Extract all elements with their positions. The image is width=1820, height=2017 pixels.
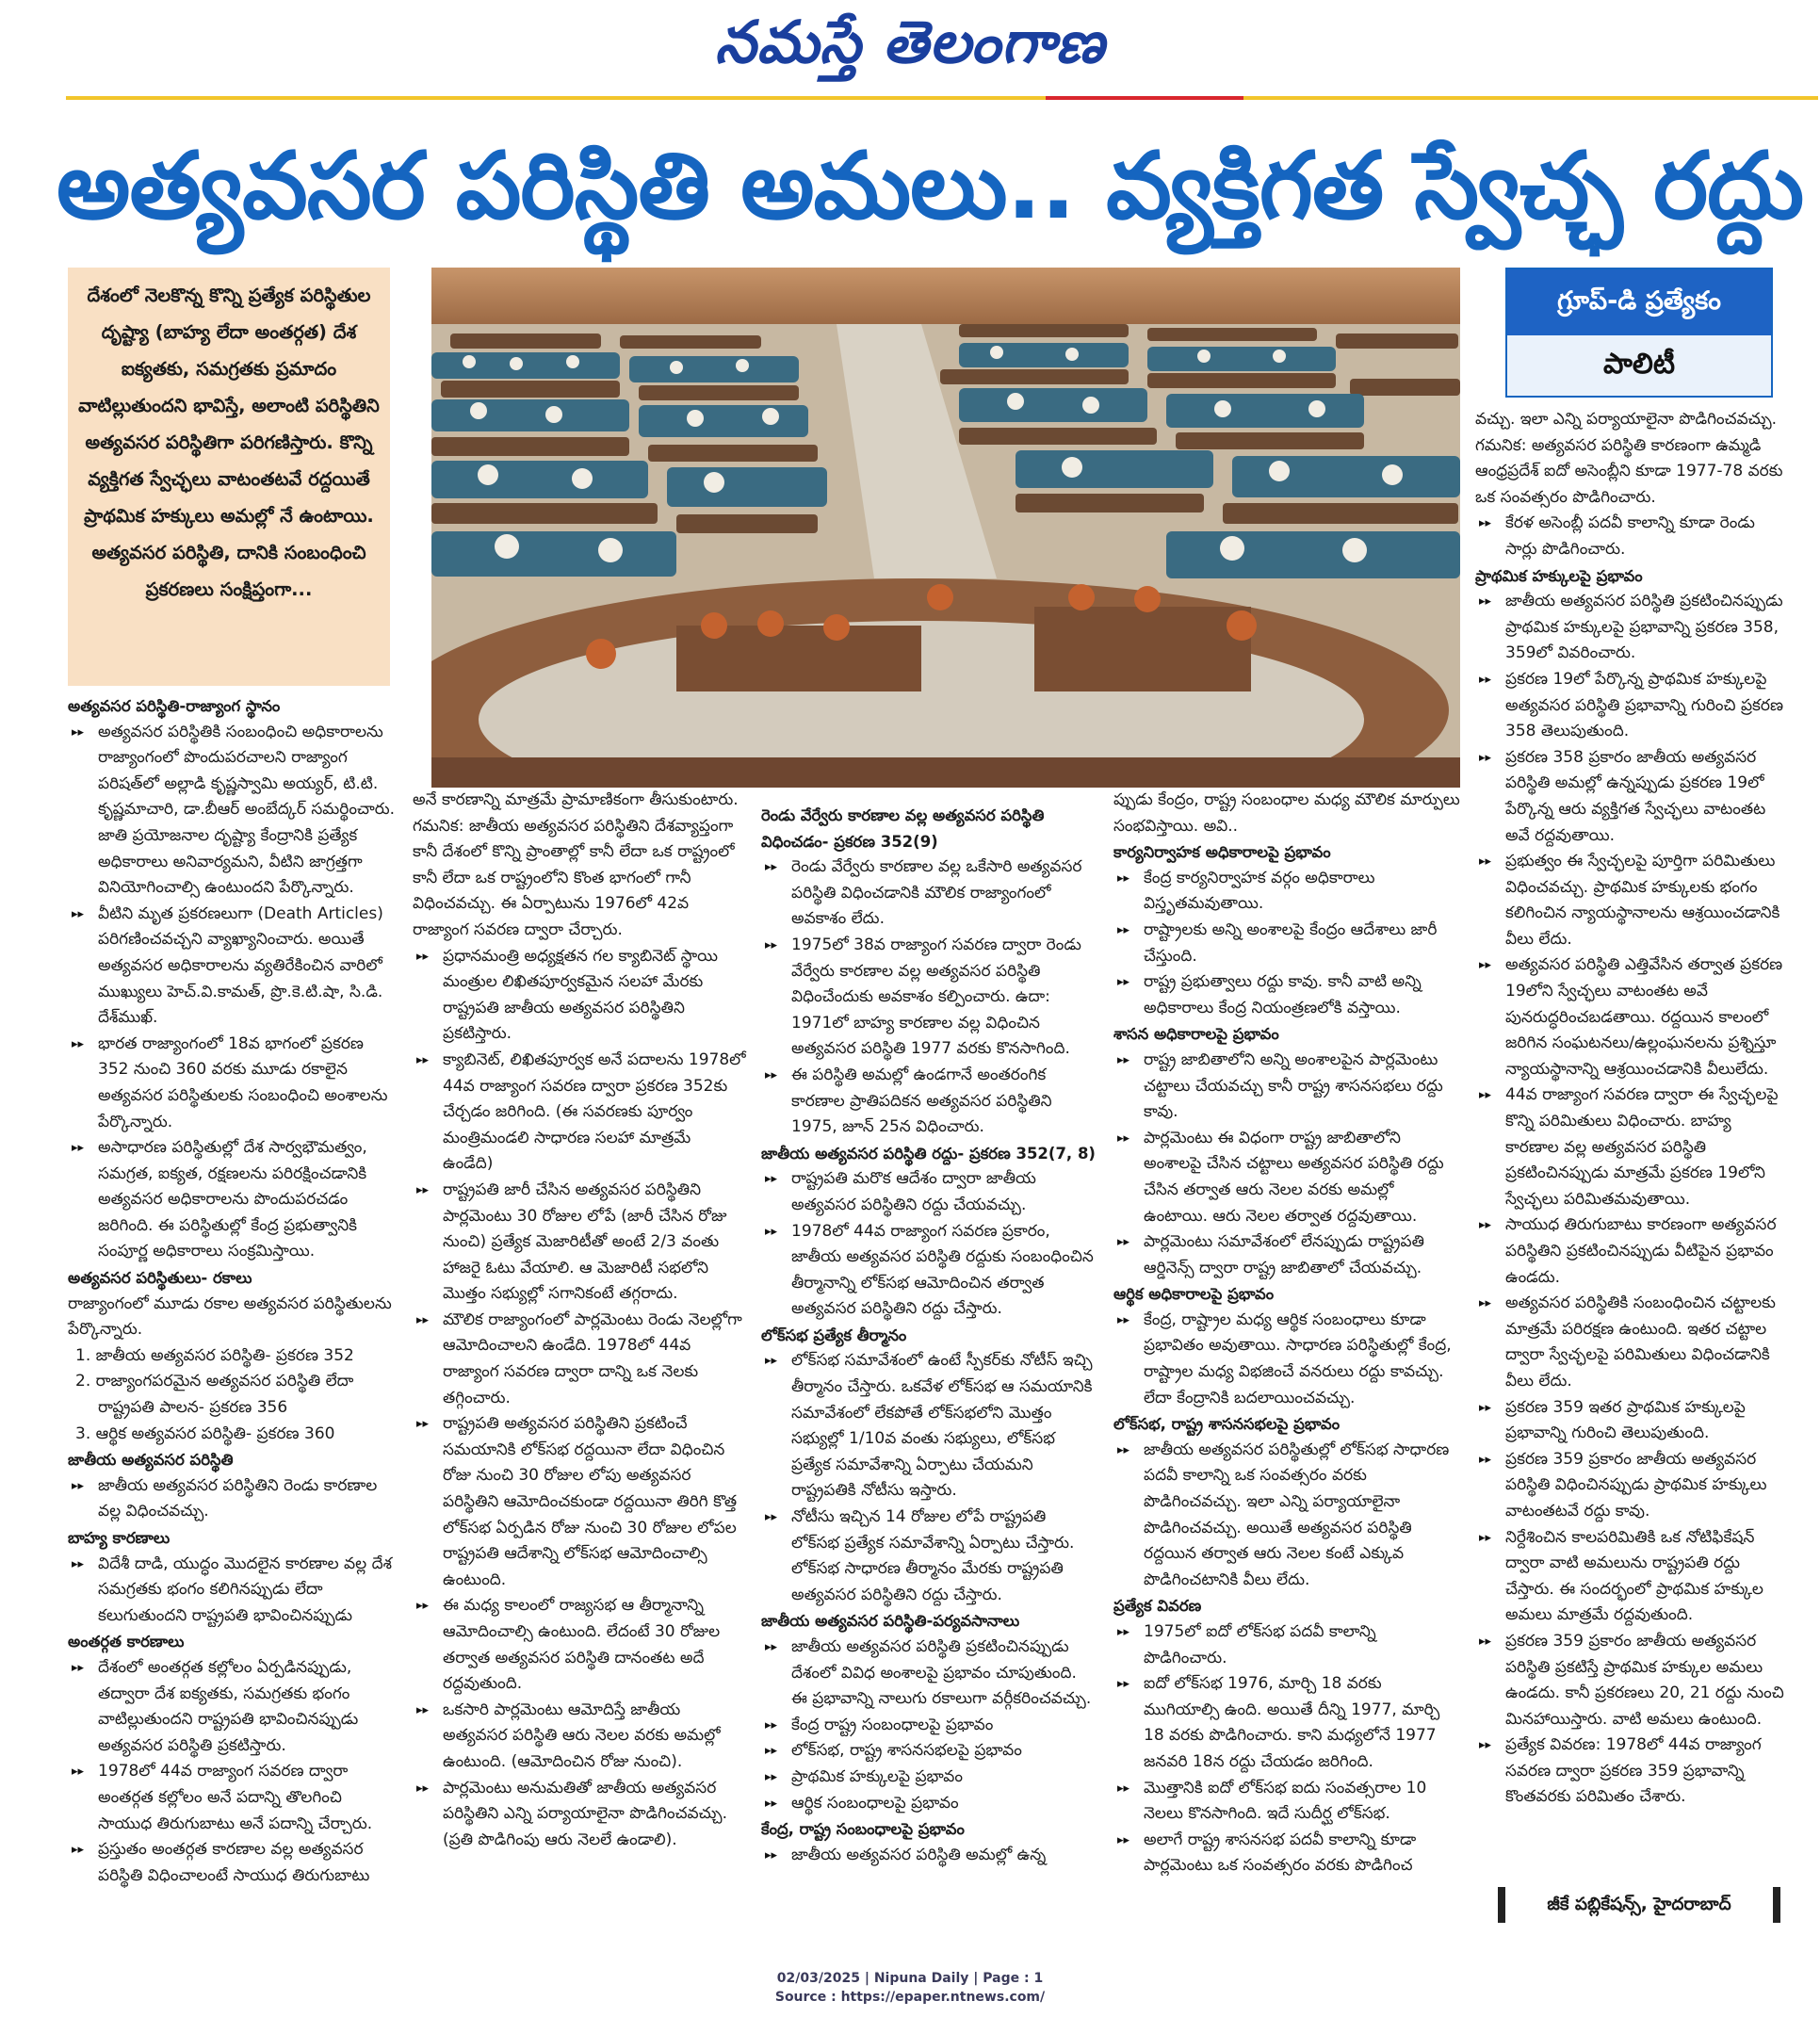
bullet: ▸▸ కేరళ అసెంబ్లీ పదవీ కాలాన్ని కూడా రెండు సార్లు పొడిగించారు. (1475, 511, 1786, 562)
subheading: శాసన అధికారాలపై ప్రభావం (1113, 1025, 1279, 1044)
paragraph: రాజ్యాంగంలో మూడు రకాల అత్యవసర పరిస్థితులను పేర్కొన్నారు. (68, 1293, 392, 1340)
bullet: ▸▸ ప్రధానమంత్రి అధ్యక్షతన గల క్యాబినెట్ స్థాయి మంత్రుల లిఖితపూర్వకమైన సలహా మేరకు రాష్ట్రపతి జాతీయ అత్యవసర పరిస్థితిని ప్రకటిస్తారు. (413, 944, 746, 1048)
subheading: బాహ్య కారణాలు (68, 1529, 171, 1547)
bullet: ▸▸ ప్రకరణ 19లో పేర్కొన్న ప్రాథమిక హక్కులపై అత్యవసర పరిస్థితి ప్రభావాన్ని గురించి ప్రకరణ 358 తెలుపుతుంది. (1475, 667, 1786, 745)
column-1 (68, 693, 398, 1889)
subheading: రెండు వేర్వేరు కారణాల వల్ల అత్యవసర పరిస్థితి విధించడం- ప్రకరణ 352(9) (761, 806, 1045, 851)
bullet: ▸▸ ప్రకరణ 358 ప్రకారం జాతీయ అత్యవసర పరిస్థితి అమల్లో ఉన్నప్పుడు ప్రకరణ 19లో పేర్కొన్న ఆరు వ్యక్తిగత స్వేచ్ఛలు వాటంతట అవే రద్దవుతాయి. (1475, 745, 1786, 849)
parliament-illustration (431, 268, 1460, 788)
bullet: ▸▸ లోక్‌సభ సమావేశంలో ఉంటే స్పీకర్‌కు నోటీస్ ఇచ్చి తీర్మానం చేస్తారు. ఒకవేళ లోక్‌సభ ఆ సమయానికి సమావేశంలో లేకపోతే లోక్‌సభలోని మొత్తం సభ్యుల్లో 1/10వ వంతు సభ్యులు, లోక్‌సభ ప్రత్యేక సమావేశాన్ని ఏర్పాటు చేయమని రాష్ట్రపతికి నోటీసు ఇస్తారు. (761, 1348, 1097, 1505)
subheading: లోక్‌సభ ప్రత్యేక తీర్మానం (761, 1326, 907, 1344)
bullet: ▸▸ రెండు వేర్వేరు కారణాల వల్ల ఒకేసారి అత్యవసర పరిస్థితి విధించడానికి మౌలిక రాజ్యాంగంలో అవకాశం లేదు. (761, 854, 1097, 933)
bullet: ▸▸ కేంద్ర కార్యనిర్వాహక వర్గం అధికారాలు విస్తృతమవుతాయి. (1113, 866, 1460, 918)
bullet: ▸▸ విదేశీ దాడి, యుద్ధం మొదలైన కారణాల వల్ల దేశ సమగ్రతకు భంగం కలిగినప్పుడు లేదా కలుగుతుందని రాష్ట్రపతి భావించినప్పుడు (68, 1552, 398, 1630)
note: గమనిక: జాతీయ అత్యవసర పరిస్థితిని దేశవ్యాప్తంగా కానీ దేశంలో కొన్ని ప్రాంతాల్లో కానీ లేదా ఒక రాష్ట్రంలో కానీ లేదా ఒక రాష్ట్రంలోని కొంత భాగంలో గానీ విధించవచ్చు. ఈ ఏర్పాటును 1976లో 42వ రాజ్యాంగ సవరణ ద్వారా చేర్చారు. (413, 816, 735, 939)
subheading: జాతీయ అత్యవసర పరిస్థితి-పర్యవసానాలు (761, 1612, 1020, 1631)
bullet: ▸▸ ప్రకరణ 359 ప్రకారం జాతీయ అత్యవసర పరిస్థితి విధించినప్పుడు ప్రాథమిక హక్కులు వాటంతటవే రద్దు కావు. (1475, 1447, 1786, 1525)
bullet: ▸▸ అసాధారణ పరిస్థితుల్లో దేశ సార్వభౌమత్వం, సమగ్రత, ఐక్యత, రక్షణలను పరిరక్షించడానికి అత్యవసర అధికారాలను పొందుపరచడం జరిగింది. ఈ పరిస్థితుల్లో కేంద్ర ప్రభుత్వానికి సంపూర్ణ అధికారాలు సంక్రమిస్తాయి. (68, 1135, 398, 1265)
bullet: ▸▸ జాతీయ అత్యవసర పరిస్థితి ప్రకటించినప్పుడు దేశంలో వివిధ అంశాలపై ప్రభావం చూపుతుంది. ఈ ప్రభావాన్ని నాలుగు రకాలుగా వర్గీకరించవచ్చు. (761, 1635, 1097, 1713)
bullet: ▸▸ కేంద్ర రాష్ట్ర సంబంధాలపై ప్రభావం (761, 1713, 1097, 1739)
bullet: ▸▸ పార్లమెంటు ఈ విధంగా రాష్ట్ర జాబితాలోని అంశాలపై చేసిన చట్టాలు అత్యవసర పరిస్థితి రద్దు చేసిన తర్వాత ఆరు నెలల వరకు అమల్లో ఉంటాయి. ఆరు నెలల తర్వాత రద్దవుతాయి. (1113, 1126, 1460, 1229)
headline: అత్యవసర పరిస్థితి అమలు.. వ్యక్తిగత స్వేచ్ఛ రద్దు (57, 133, 1804, 240)
subheading: అంతర్గత కారణాలు (68, 1633, 185, 1651)
subheading: లోక్‌సభ, రాష్ట్ర శాసనసభలపై ప్రభావం (1113, 1415, 1341, 1434)
section-tag: గ్రూప్-డి ప్రత్యేకం (1507, 269, 1771, 335)
bullet: ▸▸ జాతీయ అత్యవసర పరిస్థితిని రెండు కారణాల వల్ల విధించవచ్చు. (68, 1473, 398, 1525)
column-2 (413, 788, 746, 1853)
bullet: ▸▸ భారత రాజ్యాంగంలో 18వ భాగంలో ప్రకరణ 352 నుంచి 360 వరకు మూడు రకాలైన అత్యవసర పరిస్థితులకు సంబంధించి అంశాలను పేర్కొన్నారు. (68, 1032, 398, 1135)
bullet: ▸▸ రాష్ట్రపతి మరొక ఆదేశం ద్వారా జాతీయ అత్యవసర పరిస్థితిని రద్దు చేయవచ్చు. (761, 1166, 1097, 1218)
bullet: ▸▸ రాష్ట్రపతి అత్యవసర పరిస్థితిని ప్రకటించే సమయానికి లోక్‌సభ రద్దయినా లేదా విధించిన రోజు నుంచి 30 రోజుల లోపు అత్యవసర పరిస్థితిని ఆమోదించకుండా రద్దయినా తిరిగి కొత్త లోక్‌సభ ఏర్పడిన రోజు నుంచి 30 రోజుల లోపల రాష్ట్రపతి ఆదేశాన్ని లోక్‌సభ ఆమోదించాల్సి ఉంటుంది. (413, 1411, 746, 1593)
bullet: ▸▸ ప్రకరణ 359 ప్రకారం జాతీయ అత్యవసర పరిస్థితి ప్రకటిస్తే ప్రాథమిక హక్కుల అమలు ఉండదు. కానీ ప్రకరణలు 20, 21 రద్దు నుంచి మినహాయిస్తారు. వాటి అమలు ఉంటుంది. (1475, 1629, 1786, 1732)
bullet: ▸▸ జాతీయ అత్యవసర పరిస్థితుల్లో లోక్‌సభ సాధారణ పదవీ కాలాన్ని ఒక సంవత్సరం వరకు పొడిగించవచ్చు. ఇలా ఎన్ని పర్యాయాలైనా పొడిగించవచ్చు. అయితే అత్యవసర పరిస్థితి రద్దయిన తర్వాత ఆరు నెలల కంటే ఎక్కువ పొడిగించటానికి వీలు లేదు. (1113, 1438, 1460, 1594)
bullet: ▸▸ ప్రత్యేక వివరణ: 1978లో 44వ రాజ్యాంగ సవరణ ద్వారా ప్రకరణ 359 ప్రభావాన్ని కొంతవరకు పరిమితం చేశారు. (1475, 1732, 1786, 1811)
column-4 (1113, 788, 1460, 1879)
bullet: ▸▸ ఒకసారి పార్లమెంటు ఆమోదిస్తే జాతీయ అత్యవసర పరిస్థితి ఆరు నెలల వరకు అమల్లో ఉంటుంది. (ఆమోదించిన రోజు నుంచి). (413, 1698, 746, 1776)
bullet: ▸▸ జాతీయ అత్యవసర పరిస్థితి ప్రకటించినప్పుడు ప్రాథమిక హక్కులపై ప్రభావాన్ని ప్రకరణ 358, 359లో వివరించారు. (1475, 589, 1786, 667)
subheading: ప్రాథమిక హక్కులపై ప్రభావం (1475, 566, 1643, 585)
paragraph: ప్పుడు కేంద్రం, రాష్ట్ర సంబంధాల మధ్య మౌలిక మార్పులు సంభవిస్తాయి. అవి.. (1113, 790, 1460, 836)
masthead-logo (0, 8, 1820, 83)
section-label-box (1505, 268, 1773, 398)
numbered-item: 2. రాజ్యాంగపరమైన అత్యవసర పరిస్థితి లేదా రాష్ట్రపతి పాలన- ప్రకరణ 356 (75, 1372, 354, 1418)
bullet: ▸▸ లోక్‌సభ, రాష్ట్ర శాసనసభలపై ప్రభావం (761, 1738, 1097, 1765)
paragraph: వచ్చు. ఇలా ఎన్ని పర్యాయాలైనా పొడిగించవచ్చు. (1475, 410, 1778, 429)
bullet: ▸▸ పార్లమెంటు సమావేశంలో లేనప్పుడు రాష్ట్రపతి ఆర్డినెన్స్ ద్వారా రాష్ట్ర జాబితాలో చేయవచ్చు. (1113, 1229, 1460, 1281)
page-footer (0, 1969, 1820, 2007)
bullet: ▸▸ 1978లో 44వ రాజ్యాంగ సవరణ ద్వారా అంతర్గత కల్లోలం అనే పదాన్ని తొలగించి సాయుధ తిరుగుబాటు అనే పదాన్ని చేర్చారు. (68, 1759, 398, 1837)
footer-date-line: 02/03/2025 | Nipuna Daily | Page : 1 (776, 1971, 1044, 1986)
bullet: ▸▸ నిర్దేశించిన కాలపరిమితికి ఒక నోటిఫికేషన్ ద్వారా వాటి అమలును రాష్ట్రపతి రద్దు చేస్తారు. ఈ సందర్భంలో ప్రాథమిక హక్కుల అమలు మాత్రమే రద్దవుతుంది. (1475, 1525, 1786, 1629)
publisher-credit: జీకే పబ్లికేషన్స్, హైదరాబాద్ (1498, 1887, 1780, 1923)
subheading: జాతీయ అత్యవసర పరిస్థితి (68, 1451, 234, 1470)
bullet: ▸▸ 1978లో 44వ రాజ్యాంగ సవరణ ప్రకారం, జాతీయ అత్యవసర పరిస్థితి రద్దుకు సంబంధించిన తీర్మానాన్ని లోక్‌సభ ఆమోదించిన తర్వాత అత్యవసర పరిస్థితిని రద్దు చేస్తారు. (761, 1219, 1097, 1323)
bullet: ▸▸ రాష్ట్రపతి జారీ చేసిన అత్యవసర పరిస్థితిని పార్లమెంటు 30 రోజుల లోపే (జారీ చేసిన రోజు నుంచి) ప్రత్యేక మెజారిటీతో అంటే 2/3 వంతు హాజరై ఓటు వేయాలి. ఆ మెజారిటీ సభలోని మొత్తం సభ్యుల్లో సగానికంటే తగ్గరాదు. (413, 1178, 746, 1308)
header-rule (66, 96, 1818, 100)
bullet: ▸▸ వీటిని మృత ప్రకరణలుగా (Death Articles) పరిగణించవచ్చని వ్యాఖ్యానించారు. అయితే అత్యవసర అధికారాలను వ్యతిరేకించిన వారిలో ముఖ్యులు హెచ్.వి.కామత్, ప్రొ.కె.టి.షా, సి.డి. దేశ్‌ముఖ్. (68, 902, 398, 1032)
bullet: ▸▸ నోటీసు ఇచ్చిన 14 రోజుల లోపే రాష్ట్రపతి లోక్‌సభ ప్రత్యేక సమావేశాన్ని ఏర్పాటు చేస్తారు. లోక్‌సభ సాధారణ తీర్మానం మేరకు రాష్ట్రపతి అత్యవసర పరిస్థితిని రద్దు చేస్తారు. (761, 1505, 1097, 1608)
bullet: ▸▸ రాష్ట్రాలకు అన్ని అంశాలపై కేంద్రం ఆదేశాలు జారీ చేస్తుంది. (1113, 918, 1460, 969)
bullet: ▸▸ 44వ రాజ్యాంగ సవరణ ద్వారా ఈ స్వేచ్ఛలపై కొన్ని పరిమితులు విధించారు. బాహ్య కారణాల వల్ల అత్యవసర పరిస్థితి ప్రకటించినప్పుడు మాత్రమే ప్రకరణ 19లోని స్వేచ్ఛలు పరిమితమవుతాయి. (1475, 1082, 1786, 1212)
bullet: ▸▸ ఆర్థిక సంబంధాలపై ప్రభావం (761, 1791, 1097, 1817)
subheading: కార్యనిర్వాహక అధికారాలపై ప్రభావం (1113, 843, 1331, 862)
bullet: ▸▸ అత్యవసర పరిస్థితికి సంబంధించి అధికారాలను రాజ్యాంగంలో పొందుపరచాలని రాజ్యాంగ పరిషత్‌లో అల్లాడి కృష్ణస్వామి అయ్యర్, టి.టి. కృష్ణమాచారి, డా.బీఆర్ అంబేద్కర్ సమర్థించారు. జాతి ప్రయోజనాల దృష్ట్యా కేంద్రానికి ప్రత్యేక అధికారాలు అనివార్యమని, వీటిని జాగ్రత్తగా వినియోగించాల్సి ఉంటుందని పేర్కొన్నారు. (68, 720, 398, 902)
bullet: ▸▸ మొత్తానికి ఐదో లోక్‌సభ ఐదు సంవత్సరాల 10 నెలలు కొనసాగింది. ఇదే సుదీర్ఘ లోక్‌సభ. (1113, 1776, 1460, 1828)
bullet: ▸▸ ఈ పరిస్థితి అమల్లో ఉండగానే అంతరంగిక కారణాల ప్రాతిపదికన అత్యవసర పరిస్థితిని 1975, జూన్ 25న విధించారు. (761, 1063, 1097, 1141)
bullet: ▸▸ అలాగే రాష్ట్ర శాసనసభ పదవీ కాలాన్ని కూడా పార్లమెంటు ఒక సంవత్సరం వరకు పొడిగించ (1113, 1828, 1460, 1879)
bullet: ▸▸ ప్రభుత్వం ఈ స్వేచ్ఛలపై పూర్తిగా పరిమితులు విధించవచ్చు. ప్రాథమిక హక్కులకు భంగం కలిగించిన న్యాయస్థానాలను ఆశ్రయించడానికి వీలు లేదు. (1475, 849, 1786, 952)
bullet: ▸▸ పార్లమెంటు అనుమతితో జాతీయ అత్యవసర పరిస్థితిని ఎన్ని పర్యాయాలైనా పొడిగించవచ్చు. (ప్రతి పొడిగింపు ఆరు నెలలే ఉండాలి). (413, 1776, 746, 1854)
masthead-title: నమస్తే తెలంగాణ (714, 8, 1106, 76)
bullet: ▸▸ అత్యవసర పరిస్థితి ఎత్తివేసిన తర్వాత ప్రకరణ 19లోని స్వేచ్ఛలు వాటంతట అవే పునరుద్ధరించబడతాయి. రద్దయిన కాలంలో జరిగిన సంఘటనలు/ఉల్లంఘనలను ప్రశ్నిస్తూ న్యాయస్థానాన్ని ఆశ్రయించడానికి వీలులేదు. (1475, 952, 1786, 1082)
bullet: ▸▸ ఈ మధ్య కాలంలో రాజ్యసభ ఆ తీర్మానాన్ని ఆమోదించాల్సి ఉంటుంది. లేదంటే 30 రోజుల తర్వాత అత్యవసర పరిస్థితి దానంతట అదే రద్దవుతుంది. (413, 1593, 746, 1697)
bullet: ▸▸ ప్రాథమిక హక్కులపై ప్రభావం (761, 1765, 1097, 1791)
bullet: ▸▸ జాతీయ అత్యవసర పరిస్థితి అమల్లో ఉన్న (761, 1843, 1097, 1869)
bullet: ▸▸ కేంద్ర, రాష్ట్రాల మధ్య ఆర్థిక సంబంధాలు కూడా ప్రభావితం అవుతాయి. సాధారణ పరిస్థితుల్లో కేంద్ర, రాష్ట్రాల మధ్య విభజించే వనరులు రద్దు కావచ్చు. లేదా కేంద్రానికి బదలాయించవచ్చు. (1113, 1308, 1460, 1411)
subheading: ఆర్థిక అధికారాలపై ప్రభావం (1113, 1285, 1275, 1304)
bullet: ▸▸ 1975లో ఐదో లోక్‌సభ పదవీ కాలాన్ని పొడిగించారు. (1113, 1619, 1460, 1671)
subheading: అత్యవసర పరిస్థితి-రాజ్యాంగ స్థానం (68, 697, 281, 715)
subheading: ప్రత్యేక వివరణ (1113, 1597, 1202, 1616)
bullet: ▸▸ రాష్ట్ర ప్రభుత్వాలు రద్దు కావు. కానీ వాటి అన్ని అధికారాలు కేంద్ర నియంత్రణలోకి వస్తాయి. (1113, 969, 1460, 1021)
bullet: ▸▸ అత్యవసర పరిస్థితికి సంబంధించిన చట్టాలకు మాత్రమే పరిరక్షణ ఉంటుంది. ఇతర చట్టాల ద్వారా స్వేచ్ఛలపై పరిమితులు విధించడానికి వీలు లేదు. (1475, 1291, 1786, 1394)
numbered-item: 1. జాతీయ అత్యవసర పరిస్థితి- ప్రకరణ 352 (75, 1345, 354, 1365)
bullet: ▸▸ 1975లో 38వ రాజ్యాంగ సవరణ ద్వారా రెండు వేర్వేరు కారణాల వల్ల అత్యవసర పరిస్థితి విధించేందుకు అవకాశం కల్పించారు. ఉదా: 1971లో బాహ్య కారణాల వల్ల విధించిన అత్యవసర పరిస్థితి 1977 వరకు కొనసాగింది. (761, 933, 1097, 1063)
bullet: ▸▸ సాయుధ తిరుగుబాటు కారణంగా అత్యవసర పరిస్థితిని ప్రకటించినప్పుడు వీటిపైన ప్రభావం ఉండదు. (1475, 1212, 1786, 1291)
subheading: కేంద్ర, రాష్ట్ర సంబంధాలపై ప్రభావం (761, 1820, 965, 1839)
bullet: ▸▸ క్యాబినెట్, లిఖితపూర్వక అనే పదాలను 1978లో 44వ రాజ్యాంగ సవరణ ద్వారా ప్రకరణ 352కు చేర్చడం జరిగింది. (ఈ సవరణకు పూర్వం మంత్రిమండలి సాధారణ సలహా మాత్రమే ఉండేది) (413, 1048, 746, 1178)
parliament-photo (431, 268, 1460, 788)
subheading: అత్యవసర పరిస్థితులు- రకాలు (68, 1269, 252, 1288)
section-subject: పాలిటీ (1507, 335, 1771, 396)
column-5 (1475, 407, 1786, 1811)
bullet: ▸▸ ప్రస్తుతం అంతర్గత కారణాల వల్ల అత్యవసర పరిస్థితి విధించాలంటే సాయుధ తిరుగుబాటు (68, 1837, 398, 1889)
intro-box: దేశంలో నెలకొన్న కొన్ని ప్రత్యేక పరిస్థితుల దృష్ట్యా (బాహ్య లేదా అంతర్గత) దేశ ఐక్యతకు, సమగ్రతకు ప్రమాదం వాటిల్లుతుందని భావిస్తే, అలాంటి పరిస్థితిని అత్యవసర పరిస్థితిగా పరిగణిస్తారు. కొన్ని వ్యక్తిగత స్వేచ్ఛలు వాటంతటవే రద్దయితే ప్రాథమిక హక్కులు అమల్లో నే ఉంటాయి. అత్యవసర పరిస్థితి, దానికి సంబంధించి ప్రకరణలు సంక్షిప్తంగా... (68, 268, 390, 686)
subheading: జాతీయ అత్యవసర పరిస్థితి రద్దు- ప్రకరణ 352(7, 8) (761, 1144, 1096, 1163)
column-3 (761, 803, 1097, 1868)
bullet: ▸▸ దేశంలో అంతర్గత కల్లోలం ఏర్పడినప్పుడు, తద్వారా దేశ ఐక్యతకు, సమగ్రతకు భంగం వాటిల్లుతుందని రాష్ట్రపతి భావించినప్పుడు అత్యవసర పరిస్థితి ప్రకటిస్తారు. (68, 1655, 398, 1759)
bullet: ▸▸ మౌలిక రాజ్యాంగంలో పార్లమెంటు రెండు నెలల్లోగా ఆమోదించాలని ఉండేది. 1978లో 44వ రాజ్యాంగ సవరణ ద్వారా దాన్ని ఒక నెలకు తగ్గించారు. (413, 1308, 746, 1411)
paragraph: అనే కారణాన్ని మాత్రమే ప్రామాణికంగా తీసుకుంటారు. (413, 790, 739, 809)
bullet: ▸▸ రాష్ట్ర జాబితాలోని అన్ని అంశాలపైన పార్లమెంటు చట్టాలు చేయవచ్చు కానీ రాష్ట్ర శాసనసభలు రద్దు కావు. (1113, 1048, 1460, 1126)
header-rule-accent (1046, 96, 1243, 100)
bullet: ▸▸ ప్రకరణ 359 ఇతర ప్రాథమిక హక్కులపై ప్రభావాన్ని గురించి తెలుపుతుంది. (1475, 1395, 1786, 1447)
footer-source-line: Source : https://epaper.ntnews.com/ (774, 1990, 1046, 2005)
note: గమనిక: అత్యవసర పరిస్థితి కారణంగా ఉమ్మడి ఆంధ్రప్రదేశ్ ఐదో అసెంబ్లీని కూడా 1977-78 వరకు ఒక సంవత్సరం పొడిగించారు. (1475, 435, 1783, 507)
bullet: ▸▸ ఐదో లోక్‌సభ 1976, మార్చి 18 వరకు ముగియాల్సి ఉంది. అయితే దీన్ని 1977, మార్చి 18 వరకు పొడిగించారు. కాని మధ్యలోనే 1977 జనవరి 18న రద్దు చేయడం జరిగింది. (1113, 1671, 1460, 1775)
numbered-item: 3. ఆర్థిక అత్యవసర పరిస్థితి- ప్రకరణ 360 (75, 1423, 335, 1443)
